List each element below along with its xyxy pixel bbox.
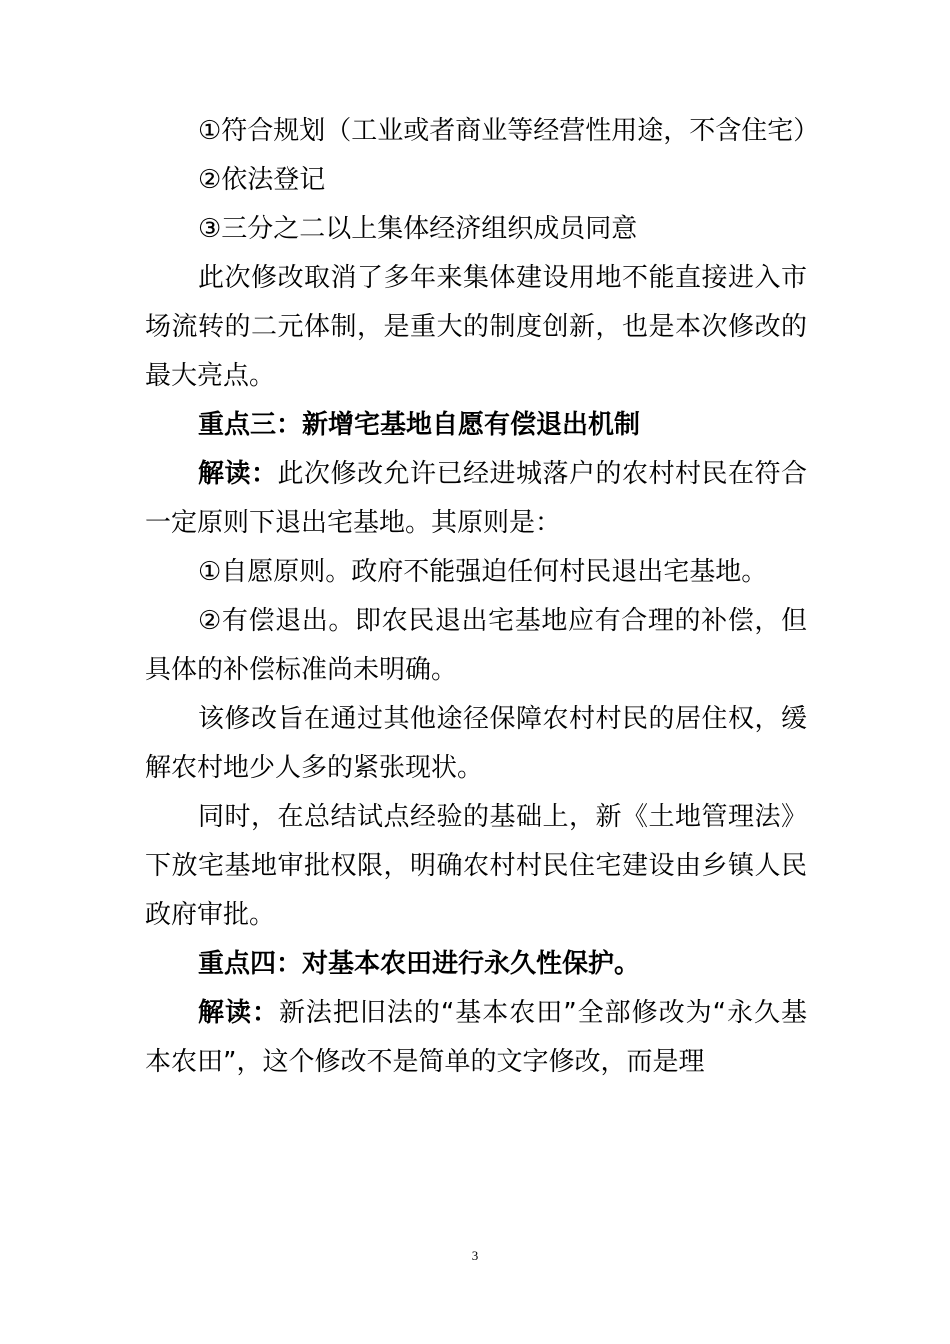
interpretation-text: 此次修改允许已经进城落户的农村村民在符合一定原则下退出宅基地。其原则是：: [145, 459, 807, 538]
list-item-legal-registration: ②依法登记: [198, 165, 326, 195]
document-body: [145, 107, 820, 1087]
paragraph-interpretation-three: [145, 450, 807, 548]
interpretation-text: 新法把旧法的“基本农田”全部修改为“永久基本农田”，这个修改不是简单的文字修改，而是理: [145, 998, 807, 1077]
heading-key-point-four: 重点四：对基本农田进行永久性保护。: [198, 949, 641, 979]
interpretation-label: 解读：: [198, 998, 279, 1028]
list-item-voluntary: ①自愿原则。政府不能强迫任何村民退出宅基地。: [198, 557, 768, 587]
paragraph-approval-authority: 同时，在总结试点经验的基础上，新《土地管理法》下放宅基地审批权限，明确农村村民住宅建设由乡镇人民政府审批。: [145, 802, 807, 930]
heading-key-point-three: 重点三：新增宅基地自愿有偿退出机制: [198, 410, 641, 440]
paragraph-residence-rights: 该修改旨在通过其他途径保障农村村民的居住权，缓解农村地少人多的紧张现状。: [145, 704, 807, 783]
list-item-member-consent: ③三分之二以上集体经济组织成员同意: [198, 214, 638, 244]
list-item-plan-compliance: ①符合规划（工业或者商业等经营性用途，不含住宅）: [198, 116, 820, 146]
interpretation-label: 解读：: [198, 459, 278, 489]
list-item-compensated: ②有偿退出。即农民退出宅基地应有合理的补偿，但具体的补偿标准尚未明确。: [145, 606, 807, 685]
paragraph-interpretation-four: [145, 989, 807, 1087]
paragraph-dual-system: 此次修改取消了多年来集体建设用地不能直接进入市场流转的二元体制，是重大的制度创新，也是本次修改的最大亮点。: [145, 263, 807, 391]
page-number: 3: [471, 1248, 479, 1263]
